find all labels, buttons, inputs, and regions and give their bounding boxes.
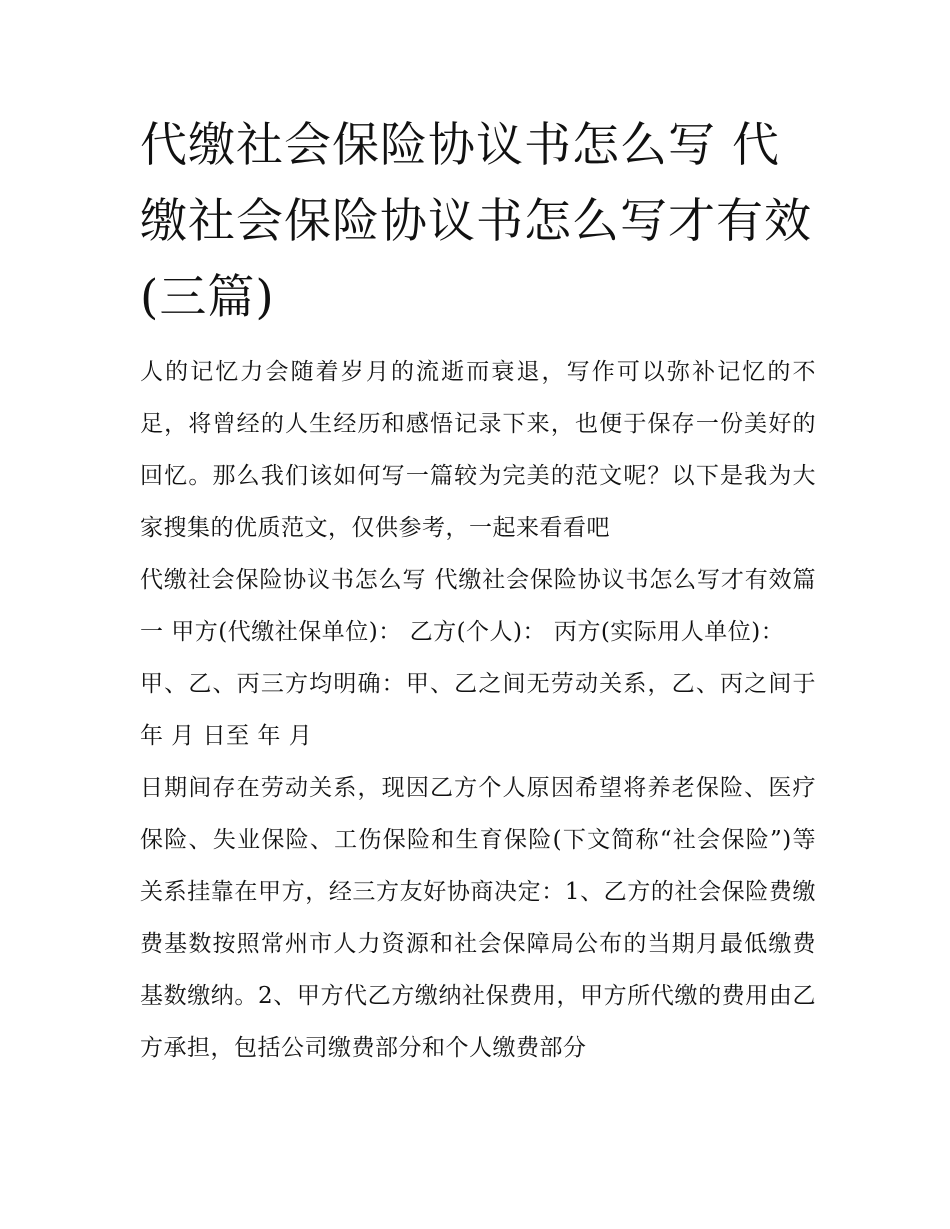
document-page [140,108,816,1074]
document-body [140,346,816,1074]
document-title: 代缴社会保险协议书怎么写 代缴社会保险协议书怎么写才有效(三篇) [140,118,812,325]
relationship-paragraph: 甲、乙、丙三方均明确：甲、乙之间无劳动关系，乙、丙之间于 年 月 日至 年 月 [140,671,816,749]
intro-paragraph: 人的记忆力会随着岁月的流逝而衰退，写作可以弥补记忆的不足，将曾经的人生经历和感悟记录下来，也便于保存一份美好的回忆。那么我们该如何写一篇较为完美的范文呢？以下是我为大家搜集的优质范文，仅供参考，一起来看看吧 [140,359,816,541]
parties-paragraph: 代缴社会保险协议书怎么写 代缴社会保险协议书怎么写才有效篇一 甲方(代缴社保单位)： 乙方(个人)： 丙方(实际用人单位)： [140,567,816,645]
terms-paragraph: 日期间存在劳动关系，现因乙方个人原因希望将养老保险、医疗保险、失业保险、工伤保险和生育保险(下文简称“社会保险”)等关系挂靠在甲方，经三方友好协商决定：1、乙方的社会保险费缴费基数按照常州市人力资源和社会保障局公布的当期月最低缴费基数缴纳。2、甲方代乙方缴纳社保费用，甲方所代缴的费用由乙方承担，包括公司缴费部分和个人缴费部分 [140,775,816,1061]
